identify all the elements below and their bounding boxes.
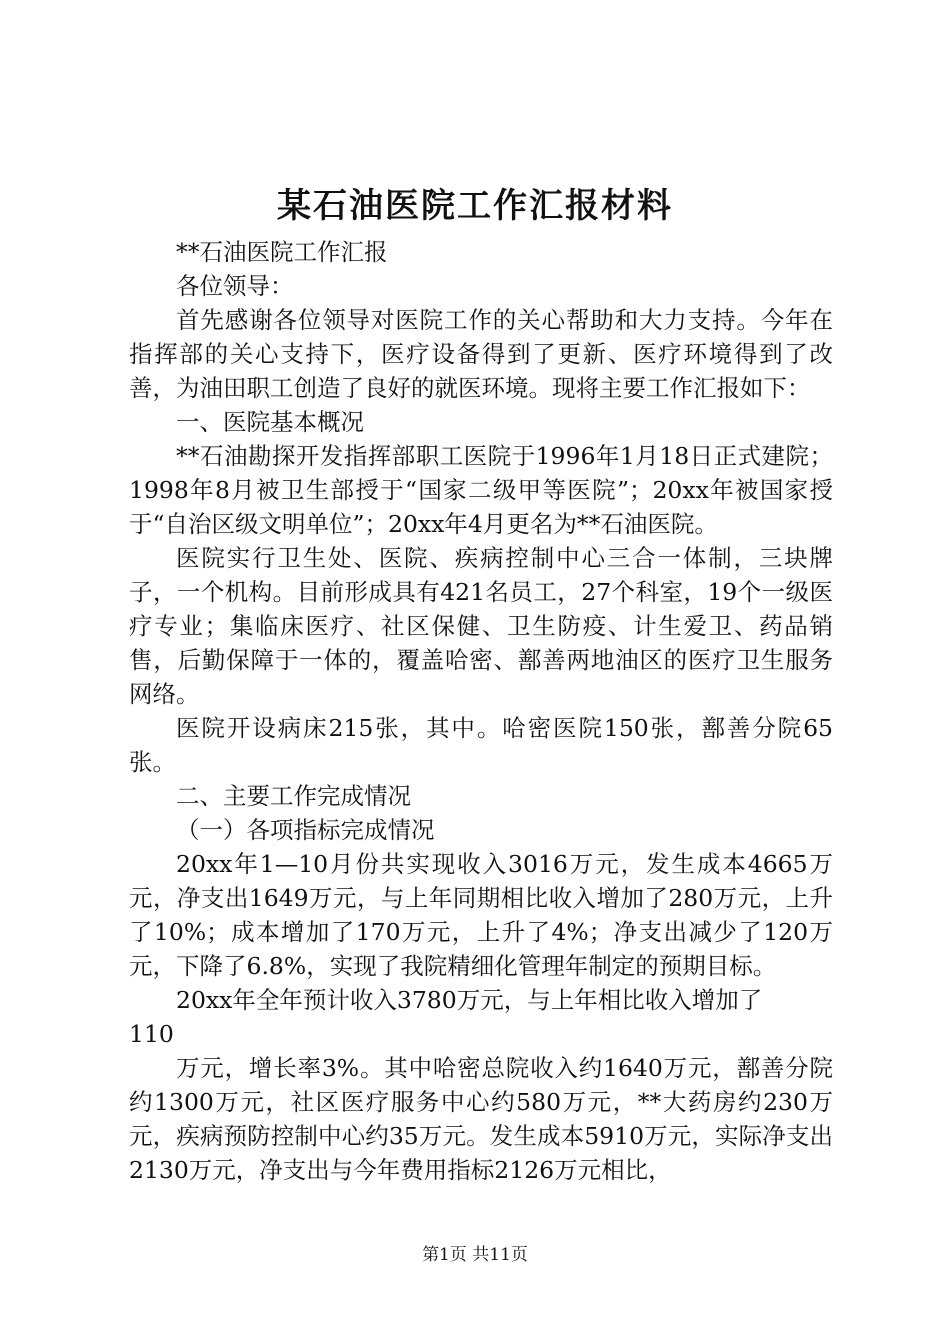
history-paragraph: **石油勘探开发指挥部职工医院于1996年1月18日正式建院；1998年8月被卫生部授于“国家二级甲等医院”；20xx年被国家授于“自治区级文明单位”；20xx年4月更名为**石油医院。 xyxy=(129,442,833,538)
page-footer: 第1页 共11页 xyxy=(422,1245,528,1265)
forecast-paragraph: 20xx年全年预计收入3780万元，与上年相比收入增加了 xyxy=(176,986,763,1014)
document-title: 某石油医院工作汇报材料 xyxy=(277,186,673,226)
forecast-detail-paragraph: 万元，增长率3%。其中哈密总院收入约1640万元，鄯善分院约1300万元，社区医疗服务中心约580万元，**大药房约230万元，疾病预防控制中心约35万元。发生成本5910万元，实际净支出2130万元，净支出与今年费用指标2126万元相比， xyxy=(129,1054,833,1184)
structure-paragraph: 医院实行卫生处、医院、疾病控制中心三合一体制，三块牌子，一个机构。目前形成具有421名员工，27个科室，19个一级医疗专业；集临床医疗、社区保健、卫生防疫、计生爱卫、药品销售，后勤保障于一体的，覆盖哈密、鄯善两地油区的医疗卫生服务网络。 xyxy=(129,544,833,708)
intro-paragraph: 首先感谢各位领导对医院工作的关心帮助和大力支持。今年在指挥部的关心支持下，医疗设备得到了更新、医疗环境得到了改善，为油田职工创造了良好的就医环境。现将主要工作汇报如下： xyxy=(129,306,833,402)
section-heading-overview: 一、医院基本概况 xyxy=(176,408,364,436)
report-heading: **石油医院工作汇报 xyxy=(176,238,388,266)
forecast-number: 110 xyxy=(129,1020,174,1048)
beds-paragraph: 医院开设病床215张，其中。哈密医院150张，鄯善分院65张。 xyxy=(129,714,833,776)
salutation: 各位领导： xyxy=(176,272,294,300)
document-body xyxy=(129,235,833,1187)
section-heading-work: 二、主要工作完成情况 xyxy=(176,782,411,810)
subsection-heading-indicators: （一）各项指标完成情况 xyxy=(176,816,435,844)
income-paragraph: 20xx年1—10月份共实现收入3016万元，发生成本4665万元，净支出1649万元，与上年同期相比收入增加了280万元，上升了10%；成本增加了170万元，上升了4%；净支出减少了120万元，下降了6.8%，实现了我院精细化管理年制定的预期目标。 xyxy=(129,850,833,980)
